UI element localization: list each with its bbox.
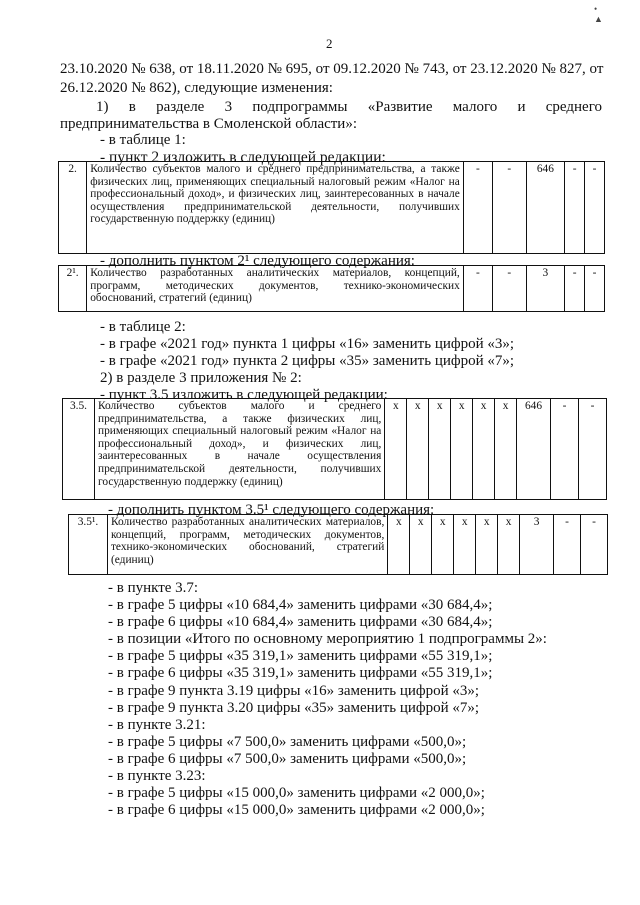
cell-value: 646 [526, 162, 565, 254]
table-row [59, 162, 605, 254]
table-row [69, 515, 608, 575]
cell-value: 3 [520, 515, 554, 575]
cell-value: x [410, 515, 432, 575]
line-add-2-1: - дополнить пунктом 2¹ следующего содержания: [100, 253, 415, 269]
cell-value: - [578, 399, 606, 500]
intro-line-5: - в таблице 1: [100, 132, 186, 148]
cell-value: x [385, 399, 407, 500]
tail-line: - в пункте 3.23: [108, 768, 206, 784]
tail-line: - в графе 5 цифры «15 000,0» заменить цифрами «2 000,0»; [108, 785, 485, 801]
tail-line: - в графе 5 цифры «10 684,4» заменить цифрами «30 684,4»; [108, 597, 493, 613]
cell-value: - [463, 162, 492, 254]
mid-line-1: - в таблице 2: [100, 319, 186, 335]
cell-value: x [429, 399, 451, 500]
tail-line: - в позиции «Итого по основному мероприятию 1 подпрограммы 2»: [108, 631, 547, 647]
row-number: 3.5. [63, 399, 95, 500]
tail-line: - в графе 6 цифры «15 000,0» заменить цифрами «2 000,0»; [108, 802, 485, 818]
cell-value: 3 [526, 266, 565, 312]
corner-mark: • ▲ [594, 4, 615, 24]
cell-value: - [585, 266, 605, 312]
cell-value: x [432, 515, 454, 575]
tail-line: - в графе 9 пункта 3.19 цифры «16» заменить цифрой «3»; [108, 683, 480, 699]
intro-line-4: предпринимательства в Смоленской области»: [60, 116, 358, 132]
cell-value: - [565, 266, 585, 312]
tail-line: - в графе 5 цифры «7 500,0» заменить цифрами «500,0»; [108, 734, 467, 750]
mid-line-5: - пункт 3.5 изложить в следующей редакции: [100, 387, 388, 403]
table-point-2 [58, 161, 605, 254]
tail-line: - в пункте 3.7: [108, 580, 199, 596]
tail-line: - в графе 6 цифры «35 319,1» заменить цифрами «55 319,1»; [108, 665, 493, 681]
cell-value: 646 [517, 399, 551, 500]
cell-value: - [463, 266, 492, 312]
table-point-3-5-1 [68, 514, 608, 575]
mid-line-2: - в графе «2021 год» пункта 1 цифры «16» заменить цифрой «3»; [100, 336, 515, 352]
row-description: Количество субъектов малого и среднего предпринимательства, а также физических лиц, применяющих специальный налоговый режим «Налог на профессиональный доход», и физических лиц, заинтересованных в начале осуществления предпринимательской деятельности, получивших государственную поддержку (единиц) [87, 162, 464, 254]
intro-line-3: 1) в разделе 3 подпрограммы «Развитие малого и среднего [96, 99, 602, 115]
cell-value: x [473, 399, 495, 500]
mid-line-3: - в графе «2021 год» пункта 2 цифры «35» заменить цифрой «7»; [100, 353, 515, 369]
tail-line: - в графе 5 цифры «35 319,1» заменить цифрами «55 319,1»; [108, 648, 493, 664]
table-point-3-5 [62, 398, 607, 500]
cell-value: x [495, 399, 517, 500]
cell-value: - [585, 162, 605, 254]
tail-line: - в графе 9 пункта 3.20 цифры «35» заменить цифрой «7»; [108, 700, 480, 716]
row-description: Количество разработанных аналитических материалов, концепций, программ, методических документов, технико-экономических обоснований, стратегий (единиц) [87, 266, 464, 312]
mid-line-4: 2) в разделе 3 приложения № 2: [100, 370, 302, 386]
cell-value: x [476, 515, 498, 575]
row-number: 2¹. [59, 266, 87, 312]
table-row [59, 266, 605, 312]
row-description: Количество субъектов малого и среднего предпринимательства, а также физических лиц, применяющих специальный налоговый режим «Налог на профессиональный доход», и физических лиц, заинтересованных в начале осуществления предпринимательской деятельности, получивших государственную поддержку (единиц) [94, 399, 384, 500]
tail-line: - в графе 6 цифры «10 684,4» заменить цифрами «30 684,4»; [108, 614, 493, 630]
cell-value: x [451, 399, 473, 500]
intro-line-6: - пункт 2 изложить в следующей редакции: [100, 149, 386, 166]
row-number: 3.5¹. [69, 515, 108, 575]
cell-value: x [498, 515, 520, 575]
cell-value: - [551, 399, 579, 500]
row-description: Количество разработанных аналитических материалов, концепций, программ, методических документов, технико-экономических обоснований, стратегий (единиц) [107, 515, 387, 575]
tail-line: - в графе 6 цифры «7 500,0» заменить цифрами «500,0»; [108, 751, 467, 767]
page-number: 2 [326, 36, 333, 51]
cell-value: x [407, 399, 429, 500]
line-add-3-5-1: - дополнить пунктом 3.5¹ следующего содержания: [108, 502, 435, 518]
intro-line-2: 26.12.2020 № 862), следующие изменения: [60, 80, 333, 96]
tail-line: - в пункте 3.21: [108, 717, 206, 733]
row-number: 2. [59, 162, 87, 254]
cell-value: - [565, 162, 585, 254]
cell-value: - [493, 162, 526, 254]
table-point-2-1 [58, 265, 605, 312]
cell-value: x [454, 515, 476, 575]
cell-value: x [388, 515, 410, 575]
cell-value: - [493, 266, 526, 312]
table-row [63, 399, 607, 500]
cell-value: - [554, 515, 581, 575]
cell-value: - [581, 515, 608, 575]
intro-line-1: 23.10.2020 № 638, от 18.11.2020 № 695, от 09.12.2020 № 743, от 23.12.2020 № 827, от [60, 61, 604, 77]
